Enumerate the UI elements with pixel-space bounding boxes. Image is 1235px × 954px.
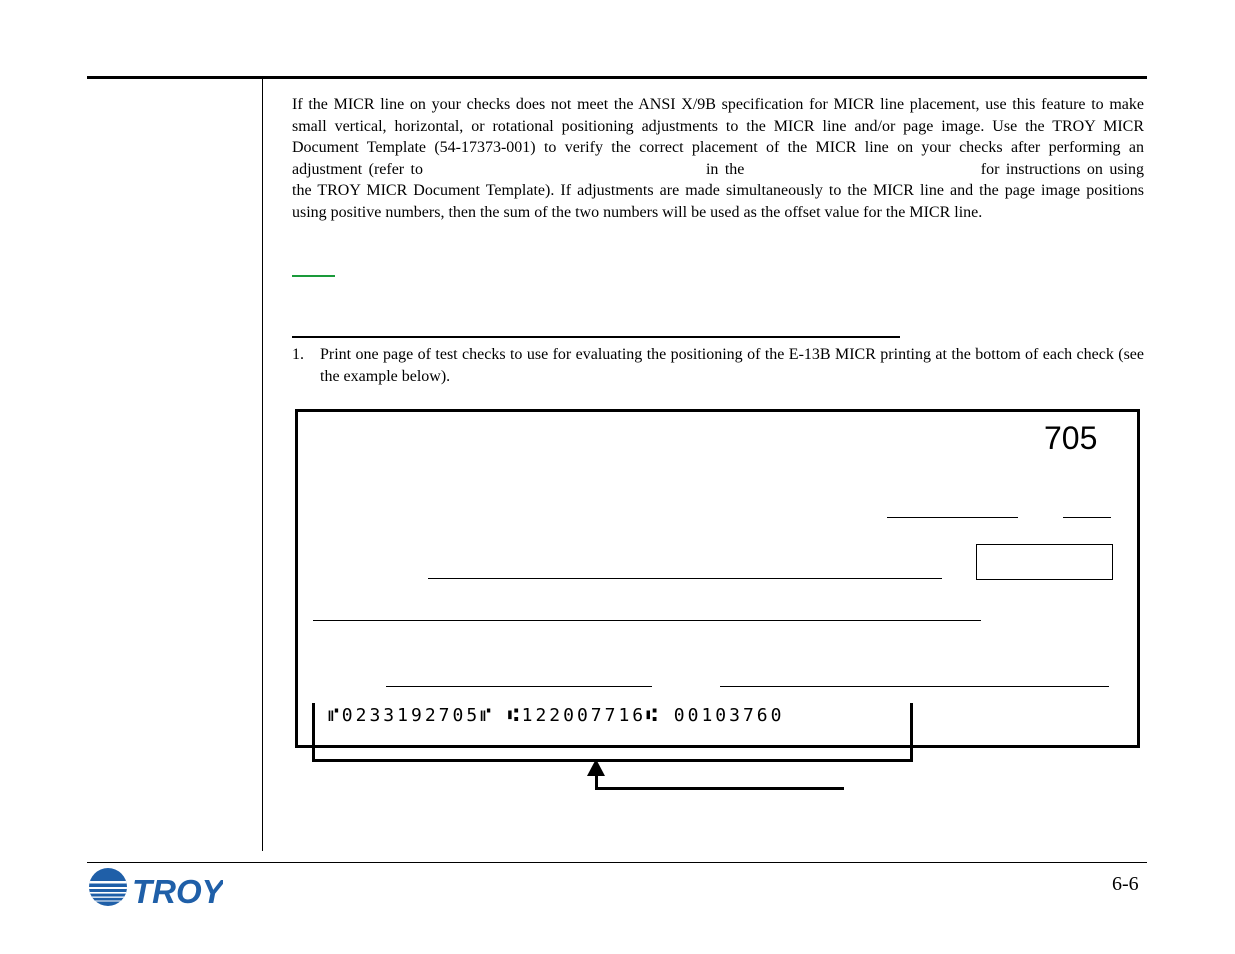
payee-line (428, 578, 942, 579)
margin-rule (262, 79, 263, 851)
step-number: 1. (292, 346, 304, 363)
intro-paragraph: If the MICR line on your checks does not meet the ANSI X/9B specification for MICR line placement, use this feature to make small vertical, horizontal, or rotational positioning adjustments to the MICR line and/or page image. Use the TROY MICR Document Template (54-17373-001) to verify the correct placement of the MICR line on your checks after performing an adjustment (refer to in the for instructions on using the TROY MICR Document Template). If adjustments are made simultaneously to the MICR line and the page image positions using positive numbers, then the sum of the two numbers will be used as the offset value for the MICR line. (292, 96, 1145, 221)
step-1 (292, 344, 1144, 387)
arrow-up-icon (587, 759, 605, 776)
header-rule (87, 76, 1147, 79)
memo-line (386, 686, 652, 687)
section-rule (292, 336, 900, 338)
page-number: 6-6 (1112, 873, 1139, 895)
svg-text:TROY: TROY (132, 873, 223, 910)
signature-line (720, 686, 1109, 687)
troy-logo (88, 865, 223, 915)
note-marker (292, 275, 335, 277)
amount-box (976, 544, 1113, 580)
check-number: 705 (1044, 420, 1098, 456)
step-text: Print one page of test checks to use for evaluating the positioning of the E-13B MICR printing at the bottom of each check (see the example below). (320, 346, 1144, 385)
amount-words-line (313, 620, 981, 621)
date-line-short (1063, 517, 1111, 518)
micr-bracket (312, 703, 913, 762)
arrow-leader (595, 787, 844, 790)
footer-rule (87, 862, 1147, 863)
micr-line: ⑈0233192705⑈ ⑆122007716⑆ 00103760 (328, 705, 785, 726)
date-line (887, 517, 1018, 518)
